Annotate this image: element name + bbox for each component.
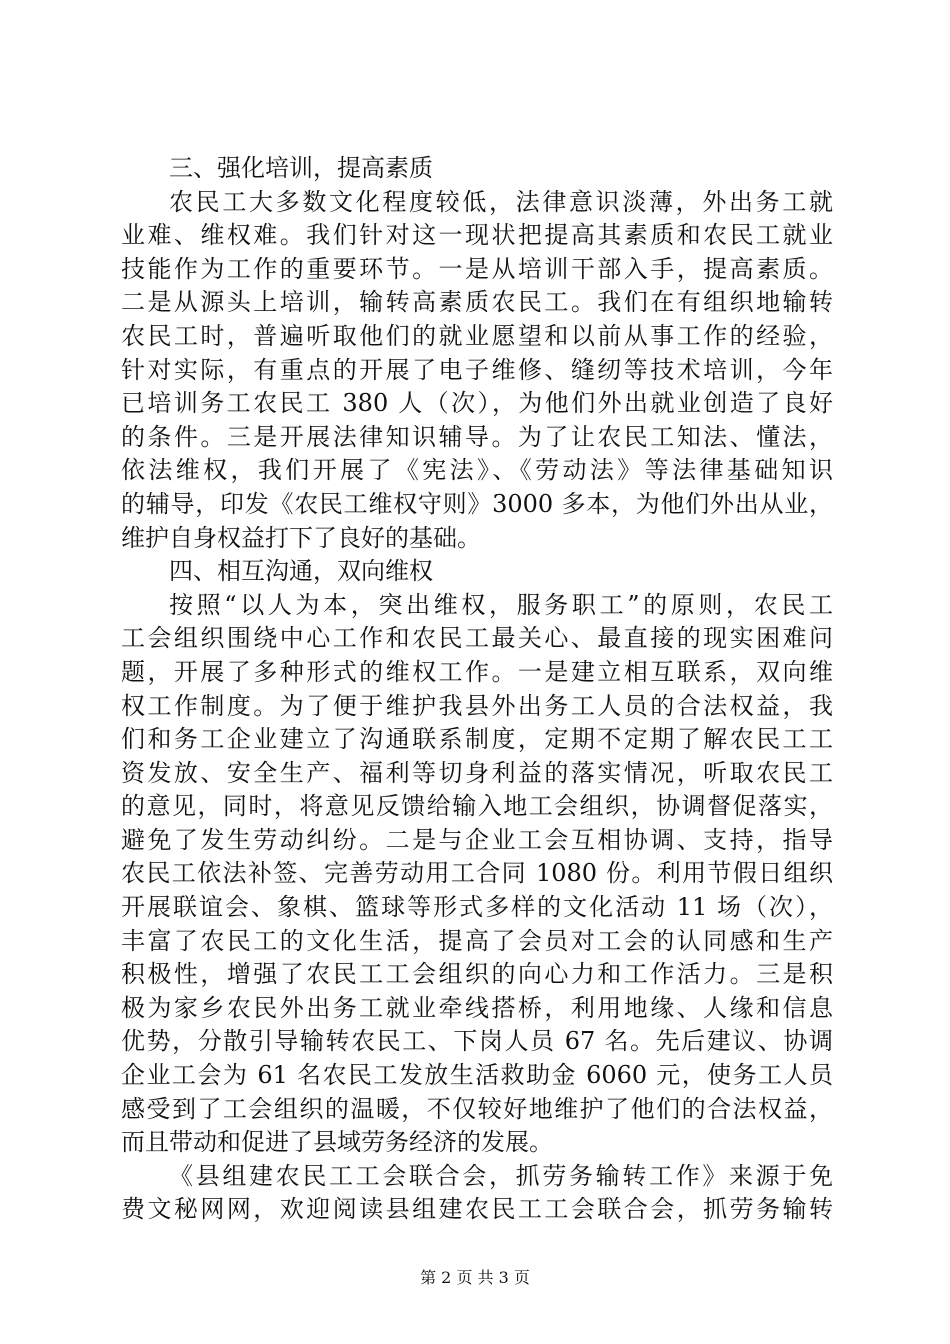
paragraph-line: 农民工依法补签、完善劳动用工合同 1080 份。利用节假日组织 <box>121 859 833 888</box>
paragraph-line: 企业工会为 61 名农民工发放生活救助金 6060 元，使务工人员 <box>121 1061 833 1090</box>
section-heading: 四、相互沟通，双向维权 <box>169 557 433 586</box>
paragraph-line: 农民工时，普遍听取他们的就业愿望和以前从事工作的经验， <box>121 321 833 350</box>
paragraph-line: 积极性，增强了农民工工会组织的向心力和工作活力。三是积 <box>121 960 833 989</box>
paragraph-line: 依法维权，我们开展了《宪法》、《劳动法》等法律基础知识 <box>121 456 833 485</box>
paragraph-line: 的意见，同时，将意见反馈给输入地工会组织，协调督促落实， <box>121 792 833 821</box>
paragraph-line: 资发放、安全生产、福利等切身利益的落实情况，听取农民工 <box>121 758 833 787</box>
document-body <box>121 152 833 1227</box>
paragraph-line: 维护自身权益打下了良好的基础。 <box>121 523 481 552</box>
paragraph-line: 题，开展了多种形式的维权工作。一是建立相互联系，双向维 <box>121 657 833 686</box>
paragraph-line: 工会组织围绕中心工作和农民工最关心、最直接的现实困难问 <box>121 624 833 653</box>
paragraph-line: 避免了发生劳动纠纷。二是与企业工会互相协调、支持，指导 <box>121 825 833 854</box>
paragraph-line: 的辅导，印发《农民工维权守则》3000 多本，为他们外出从业， <box>121 489 833 518</box>
paragraph-line: 丰富了农民工的文化生活，提高了会员对工会的认同感和生产 <box>121 926 833 955</box>
paragraph-line: 而且带动和促进了县域劳务经济的发展。 <box>121 1128 553 1157</box>
paragraph-line: 业难、维权难。我们针对这一现状把提高其素质和农民工就业 <box>121 221 833 250</box>
page-number-footer: 第 2 页 共 3 页 <box>420 1268 530 1287</box>
paragraph-line: 费文秘网网，欢迎阅读县组建农民工工会联合会，抓劳务输转 <box>121 1195 833 1224</box>
paragraph-line: 二是从源头上培训，输转高素质农民工。我们在有组织地输转 <box>121 288 833 317</box>
paragraph-line: 农民工大多数文化程度较低，法律意识淡薄，外出务工就 <box>169 187 833 216</box>
paragraph-line: 《县组建农民工工会联合会，抓劳务输转工作》来源于免 <box>169 1161 833 1190</box>
paragraph-line: 们和务工企业建立了沟通联系制度，定期不定期了解农民工工 <box>121 725 833 754</box>
section-heading: 三、强化培训，提高素质 <box>169 154 433 182</box>
paragraph-line: 按照“以人为本，突出维权，服务职工”的原则，农民工 <box>169 590 833 619</box>
paragraph-line: 的条件。三是开展法律知识辅导。为了让农民工知法、懂法， <box>121 422 833 451</box>
paragraph-line: 感受到了工会组织的温暖，不仅较好地维护了他们的合法权益， <box>121 1094 833 1123</box>
paragraph-line: 权工作制度。为了便于维护我县外出务工人员的合法权益，我 <box>121 691 833 720</box>
paragraph-line: 针对实际，有重点的开展了电子维修、缝纫等技术培训，今年 <box>121 355 833 384</box>
paragraph-line: 已培训务工农民工 380 人（次），为他们外出就业创造了良好 <box>121 389 833 418</box>
paragraph-line: 开展联谊会、象棋、篮球等形式多样的文化活动 11 场（次）， <box>121 893 833 922</box>
paragraph-line: 优势，分散引导输转农民工、下岗人员 67 名。先后建议、协调 <box>121 1027 833 1056</box>
paragraph-line: 技能作为工作的重要环节。一是从培训干部入手，提高素质。 <box>121 254 833 283</box>
paragraph-line: 极为家乡农民外出务工就业牵线搭桥，利用地缘、人缘和信息 <box>121 993 833 1022</box>
